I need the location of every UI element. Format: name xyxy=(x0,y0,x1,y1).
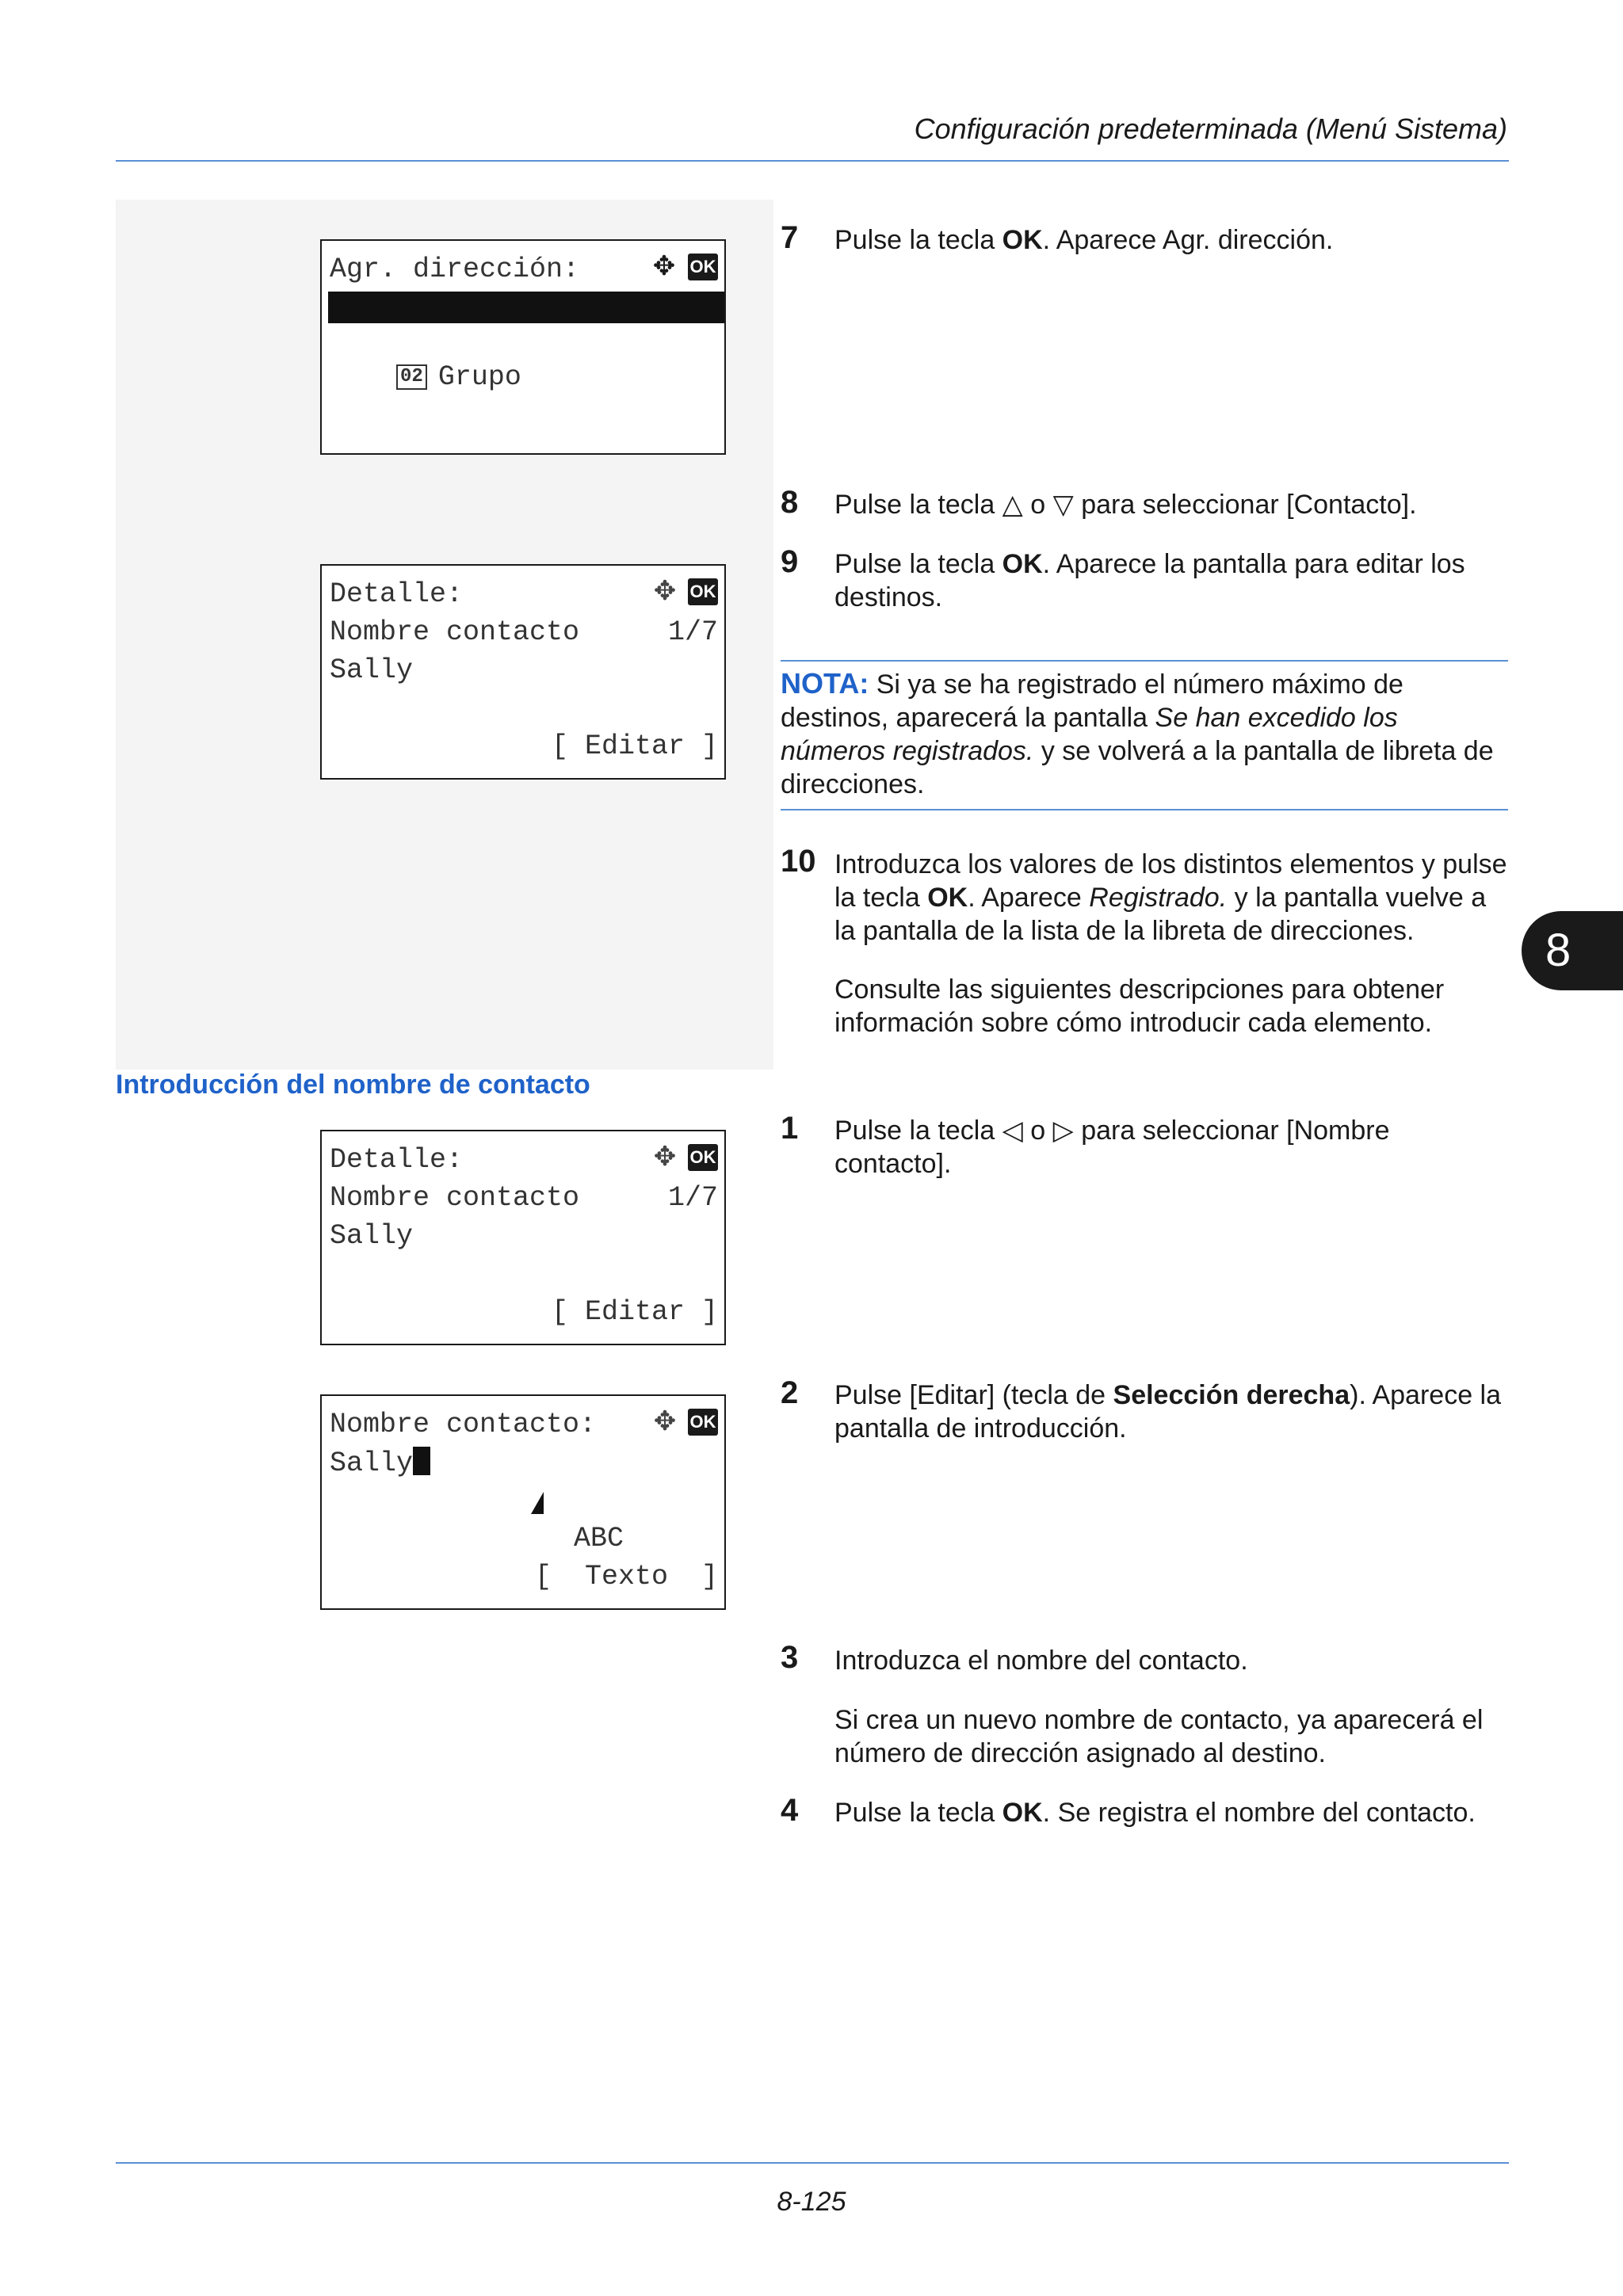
lcd-title: Agr. dirección: xyxy=(330,254,580,285)
step-number: 8 xyxy=(781,485,799,520)
step-text: Pulse [Editar] (tecla de Selección derecha). Aparece la pantalla de introducción. xyxy=(834,1380,1502,1444)
ok-key-icon: OK xyxy=(688,578,718,605)
step-text: Pulse la tecla △ o ▽ para seleccionar [Contacto]. xyxy=(834,490,1417,520)
ok-key-icon: OK xyxy=(688,1144,718,1171)
four-way-arrow-icon: ✥ xyxy=(652,250,676,282)
step-extra-text: Consulte las siguientes descripciones para obtener información sobre cómo introducir cada elemento. xyxy=(834,974,1445,1038)
lcd-softkey-edit: [ Editar ] xyxy=(551,730,718,762)
note-label: NOTA: xyxy=(781,667,869,700)
lcd-page-indicator: 1/7 xyxy=(667,1182,718,1214)
lcd-selected-item xyxy=(328,292,724,355)
note-block: NOTA: Si ya se ha registrado el número máximo de destinos, aparecerá la pantalla Se han excedido los números registrados. y se volverá a la pantalla de libreta de direcciones. xyxy=(781,667,1494,799)
step-text: Pulse la tecla ◁ o ▷ para seleccionar [Nombre contacto]. xyxy=(834,1116,1390,1179)
dotted-four-way-arrow-icon: ✥ xyxy=(653,575,675,607)
note-bottom-rule xyxy=(781,809,1508,810)
header-rule xyxy=(116,160,1509,162)
step-text: Pulse la tecla OK. Aparece Agr. dirección. xyxy=(834,225,1334,255)
lcd-field-label: Nombre contacto xyxy=(330,1182,580,1214)
lcd-item-label: Grupo xyxy=(437,361,521,393)
step-number: 2 xyxy=(781,1375,799,1410)
lcd-softkey-text: [ Texto ] xyxy=(534,1561,718,1592)
lcd-input-mode: ABC xyxy=(574,1523,624,1554)
lcd-screen-detail-2 xyxy=(320,1130,726,1345)
lcd-screen-detail xyxy=(320,564,726,780)
ok-key-icon: OK xyxy=(688,254,718,280)
lcd-field-value: Sally xyxy=(330,654,414,686)
text-cursor-icon xyxy=(413,1447,430,1475)
lcd-item-label: Contacto xyxy=(437,323,571,355)
lcd-field-value: Sally xyxy=(330,1220,414,1252)
lcd-input-line xyxy=(330,1447,718,1479)
lcd-page-indicator: 1/7 xyxy=(667,616,718,648)
lcd-title: Detalle: xyxy=(330,1144,464,1176)
dotted-four-way-arrow-icon: ✥ xyxy=(653,1405,675,1437)
step-text: Pulse la tecla OK. Aparece la pantalla para editar los destinos. xyxy=(834,549,1465,612)
step-text: Introduzca el nombre del contacto. xyxy=(834,1646,1248,1676)
step-number: 4 xyxy=(781,1793,799,1828)
lcd-screen-name-input xyxy=(320,1394,726,1610)
note-top-rule xyxy=(781,660,1508,662)
step-number: 10 xyxy=(781,844,816,879)
lcd-field-label: Nombre contacto xyxy=(330,616,580,648)
step-number: 9 xyxy=(781,544,799,579)
item-number-badge: 01 xyxy=(396,326,427,352)
lcd-input-value: Sally xyxy=(330,1447,414,1479)
step-number: 3 xyxy=(781,1640,799,1675)
section-title: Introducción del nombre de contacto xyxy=(116,1070,590,1100)
mode-indicator-arrow-icon xyxy=(531,1492,544,1514)
footer-rule xyxy=(116,2162,1509,2164)
item-number-badge: 02 xyxy=(396,364,427,390)
lcd-title: Nombre contacto: xyxy=(330,1409,597,1440)
ok-key-icon: OK xyxy=(688,1409,718,1436)
page-number: 8-125 xyxy=(777,2187,846,2217)
step-text: Pulse la tecla OK. Se registra el nombre del contacto. xyxy=(834,1798,1476,1828)
lcd-item xyxy=(330,330,718,425)
page-header-title: Configuración predeterminada (Menú Sistema) xyxy=(914,113,1507,145)
lcd-title: Detalle: xyxy=(330,578,464,610)
step-text: Introduzca los valores de los distintos elementos y pulse la tecla OK. Aparece Registrado. y la pantalla vuelve a la pantalla de la lista de la libreta de direcciones. xyxy=(834,849,1507,946)
lcd-softkey-edit: [ Editar ] xyxy=(551,1296,718,1328)
step-extra-text: Si crea un nuevo nombre de contacto, ya aparecerá el número de dirección asignado al destino. xyxy=(834,1705,1484,1768)
chapter-tab: 8 xyxy=(1522,911,1623,990)
step-number: 7 xyxy=(781,220,799,255)
lcd-screen-add-address xyxy=(320,239,726,455)
step-number: 1 xyxy=(781,1111,799,1146)
dotted-four-way-arrow-icon: ✥ xyxy=(653,1141,675,1173)
